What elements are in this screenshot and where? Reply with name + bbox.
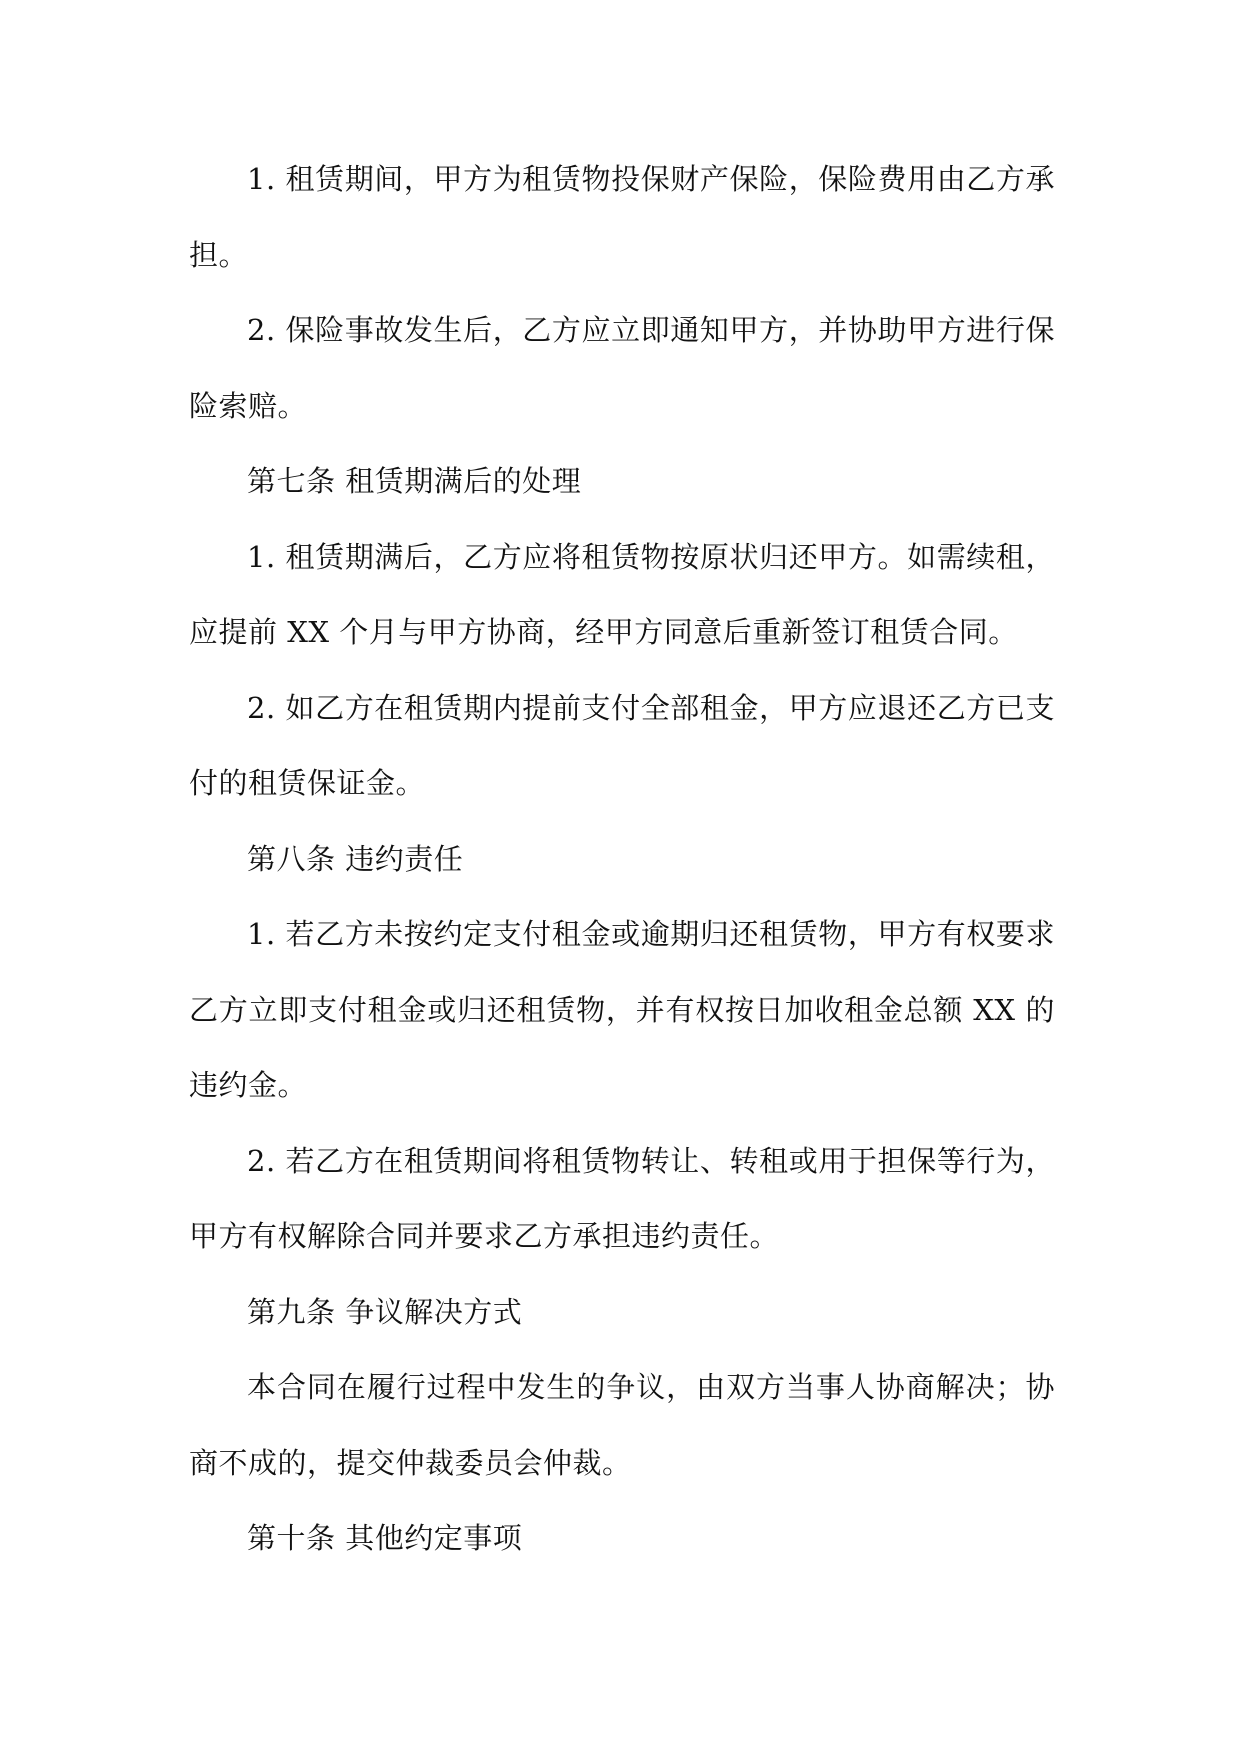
article-9-heading: 第九条 争议解决方式 [247, 1294, 523, 1329]
article-9-body: 本合同在履行过程中发生的争议，由双方当事人协商解决；协商不成的，提交仲裁委员会仲裁。 [189, 1370, 1055, 1480]
article-7-item-1: 1. 租赁期满后，乙方应将租赁物按原状归还甲方。如需续租，应提前 XX 个月与甲方协商，经甲方同意后重新签订租赁合同。 [189, 539, 1055, 649]
document-body [189, 142, 1055, 1577]
article-10-heading: 第十条 其他约定事项 [247, 1521, 523, 1555]
article-7-item-2: 2. 如乙方在租赁期内提前支付全部租金，甲方应退还乙方已支付的租赁保证金。 [189, 690, 1055, 800]
article-8-heading: 第八条 违约责任 [247, 841, 464, 876]
clause-insurance-item-2: 2. 保险事故发生后，乙方应立即通知甲方，并协助甲方进行保险索赔。 [189, 313, 1055, 423]
article-8-item-1: 1. 若乙方未按约定支付租金或逾期归还租赁物，甲方有权要求乙方立即支付租金或归还租赁物，并有权按日加收租金总额 XX 的违约金。 [189, 917, 1055, 1102]
article-7-heading: 第七条 租赁期满后的处理 [247, 464, 582, 498]
clause-insurance-item-1: 1. 租赁期间，甲方为租赁物投保财产保险，保险费用由乙方承担。 [189, 162, 1055, 272]
article-8-item-2: 2. 若乙方在租赁期间将租赁物转让、转租或用于担保等行为，甲方有权解除合同并要求乙方承担违约责任。 [189, 1143, 1055, 1253]
